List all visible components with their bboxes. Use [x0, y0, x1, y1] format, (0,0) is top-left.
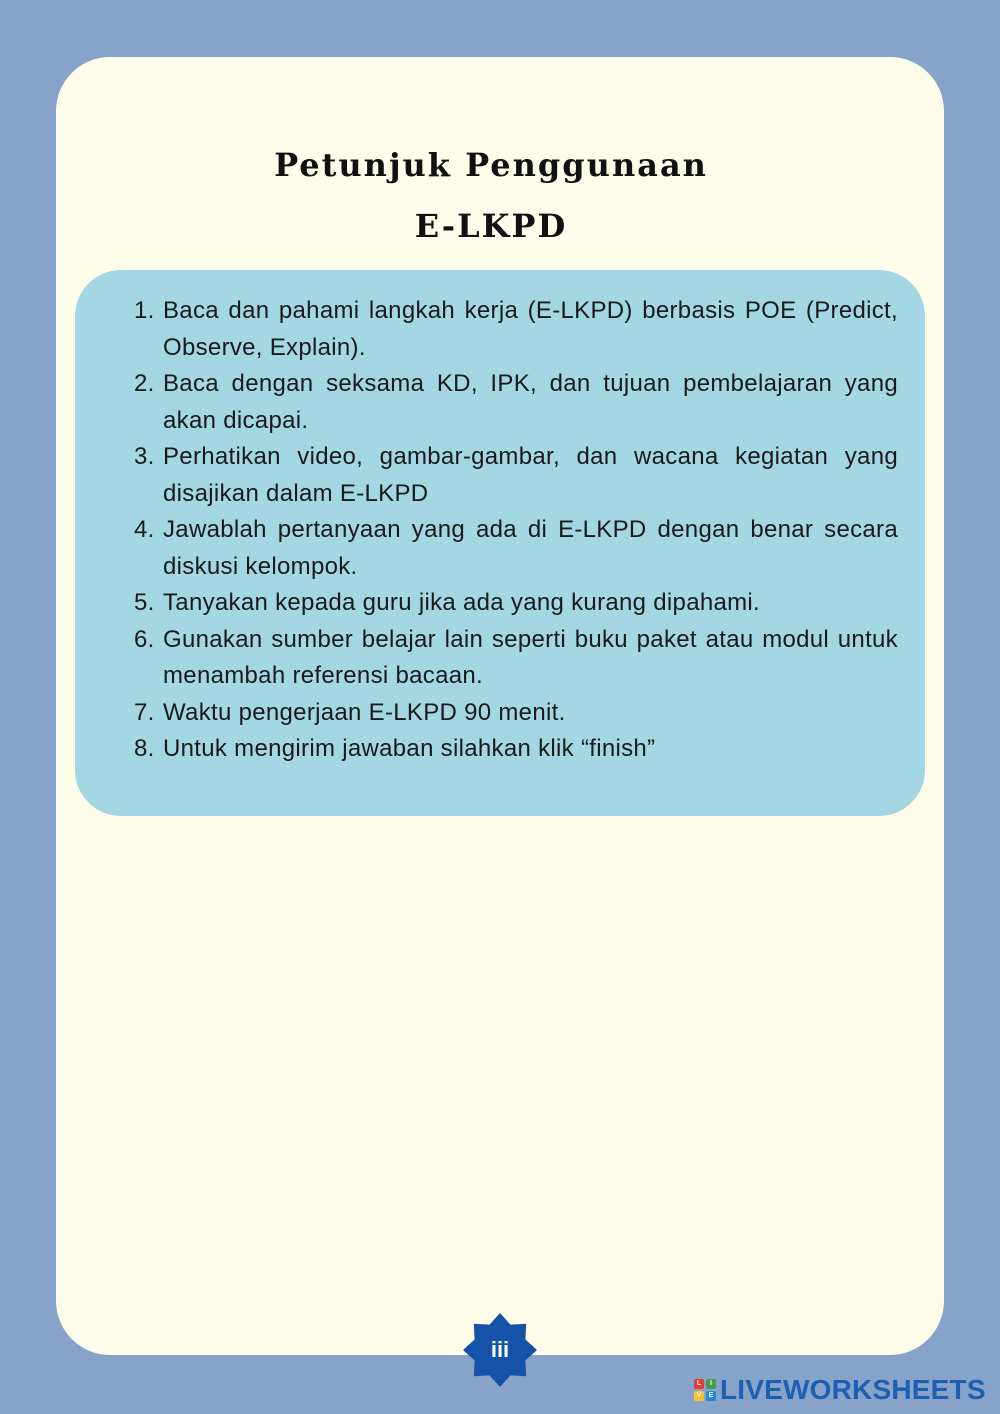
page-number-badge: [463, 1313, 537, 1387]
logo-letter: I: [706, 1379, 716, 1389]
item-text: Tanyakan kepada guru jika ada yang kurang dipahami.: [163, 589, 761, 616]
item-number: 6.: [134, 625, 155, 653]
live-logo-icon: [694, 1379, 716, 1401]
item-number: 3.: [134, 443, 155, 470]
item-text: Baca dengan seksama KD, IPK, dan tujuan pembelajaran yang akan dicapai.: [163, 370, 898, 434]
liveworksheets-logo: [694, 1373, 986, 1407]
item-text: Waktu pengerjaan E-LKPD 90 menit.: [163, 698, 566, 726]
logo-letter: V: [694, 1391, 704, 1401]
item-text: Jawablah pertanyaan yang ada di E-LKPD dengan benar secara diskusi kelompok.: [163, 516, 898, 580]
list-item: [130, 695, 898, 732]
logo-letter: E: [706, 1391, 716, 1401]
item-number: 2.: [134, 370, 155, 397]
instruction-list: [130, 293, 898, 768]
list-item: [130, 366, 898, 439]
item-number: 7.: [134, 698, 155, 726]
item-text: Perhatikan video, gambar-gambar, dan wacana kegiatan yang disajikan dalam E-LKPD: [163, 443, 898, 507]
item-number: 1.: [134, 297, 155, 324]
list-item: [130, 293, 898, 366]
item-text: Untuk mengirim jawaban silahkan klik “finish”: [163, 735, 656, 762]
list-item: [130, 439, 898, 512]
page-title: Petunjuk Penggunaan: [274, 146, 708, 184]
item-number: 5.: [134, 589, 155, 616]
list-item: [130, 585, 898, 622]
logo-letter: L: [694, 1379, 704, 1389]
item-text: Gunakan sumber belajar lain seperti buku paket atau modul untuk menambah referensi bacaan.: [163, 625, 898, 689]
item-text: Baca dan pahami langkah kerja (E-LKPD) berbasis POE (Predict, Observe, Explain).: [163, 297, 898, 361]
page-subtitle: E-LKPD: [414, 207, 568, 245]
item-number: 8.: [134, 735, 155, 762]
list-item: [130, 622, 898, 695]
brand-name: LIVEWORKSHEETS: [720, 1374, 986, 1405]
list-item: [130, 512, 898, 585]
item-number: 4.: [134, 516, 155, 543]
list-item: [130, 731, 898, 768]
page-number: iii: [490, 1337, 510, 1362]
